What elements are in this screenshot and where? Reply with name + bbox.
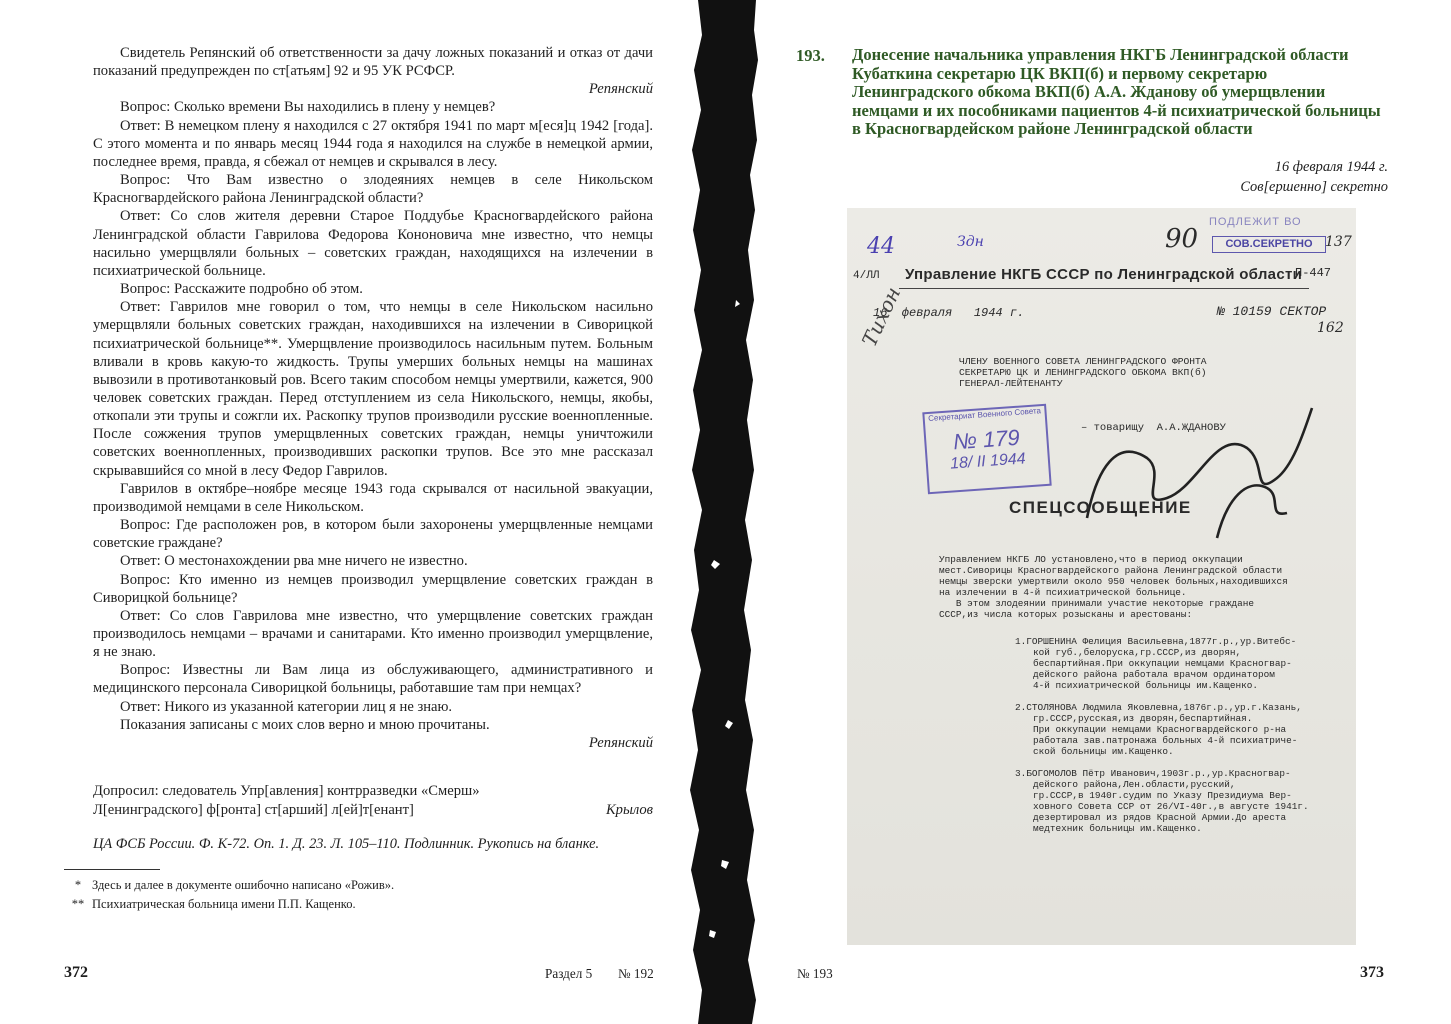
- scan-person-line: беспартийная.При оккупации немцами Красногвар-: [1033, 658, 1292, 669]
- scan-person-line: дейского района работала врачом ординатором: [1033, 669, 1275, 680]
- scan-header-rule: [899, 288, 1309, 289]
- scan-copy-number: 137: [1325, 234, 1352, 250]
- paragraph: Вопрос: Что Вам известно о злодеяниях немцев в селе Никольском Красногвардейского района Ленинградской области?: [93, 172, 653, 207]
- paragraph: Ответ: Гаврилов мне говорил о том, что немцы в селе Никольском насильно умерщвляли больных советских граждан, находившихся на излечении в Сиворицкой психиатрической больнице**. Умерщвление производилось насильным путем. Больным вливали в кровь какую-то жидкость. Трупы умерших больных немцы на машинах вывозили в противотанковый ров. Всего таким способом немцы умертвили, кажется, 900 человек советских граждан. Перед отступлением из села Никольского, немцы, якобы, откопали эти трупы и сожгли их. Раскопку трупов производили русские военнопленные. После сожжения трупов умерщвленных советских граждан, немцы уничтожили советских военнопленных, производивших раскопки трупов. Все это мне рассказал скрывавшийся со мной в лесу Федор Гаврилов.: [93, 299, 653, 479]
- scan-ref-right: П-447: [1295, 266, 1332, 280]
- archival-document-scan: [847, 208, 1356, 945]
- footnote: [64, 876, 664, 895]
- scan-addressee-line: СЕКРЕТАРЮ ЦК И ЛЕНИНГРАДСКОГО ОБКОМА ВКП(б): [959, 367, 1207, 378]
- paragraph: Ответ: Со слов Гаврилова мне известно, что умерщвление советских граждан производилось немцами – врачами и санитарами. Кто именно производил умерщвление, я не знаю.: [93, 607, 653, 661]
- interrogator-line-2: Л[енинградского] ф[ронта] ст[арший] л[ей]т[енант]: [93, 801, 414, 818]
- document-title: Донесение начальника управления НКГБ Ленинградской области Кубаткина секретарю ЦК ВКП(б) и первому секретарю Ленинградского обкома ВКП(б) А.А. Жданову об умерщвлении немцами и их пособниками пациентов 4-й психиатрической больницы в Красногвардейском районе Ленинградской области: [852, 45, 1381, 139]
- scan-handwritten-162: 162: [1317, 320, 1344, 336]
- scan-person-line: 3.БОГОМОЛОВ Пётр Иванович,1903г.р.,ур.Красногвар-: [1015, 768, 1291, 779]
- scan-stamp-podl: ПОДЛЕЖИТ ВО: [1209, 216, 1302, 228]
- scan-stamp-label: Секретариат Военного Совета: [927, 406, 1042, 424]
- scan-person-line: кой губ.,белоруска,гр.СССР,из дворян,: [1033, 647, 1242, 658]
- paragraph: Вопрос: Известны ли Вам лица из обслуживающего, административного и медицинского персонала Сиворицкой больницы, работавшие там при немцах?: [93, 662, 653, 697]
- scan-body-line: на излечении в 4-й психиатрической больнице.: [939, 587, 1187, 598]
- scan-addressee-line: ГЕНЕРАЛ-ЛЕЙТЕНАНТУ: [959, 378, 1063, 389]
- scan-person-line: ховного Совета ССР от 26/VI-40г.,в августе 1941г.: [1033, 801, 1309, 812]
- scan-date: 16 февраля 1944 г.: [873, 306, 1025, 320]
- scan-person-line: 2.СТОЛЯНОВА Людмила Яковлевна,1876г.р.,ур.г.Казань,: [1015, 702, 1302, 713]
- scan-person-line: 4-й психиатрической больницы им.Кащенко.: [1033, 680, 1259, 691]
- paragraph: Вопрос: Где расположен ров, в котором были захоронены умерщвленные немцами советские граждане?: [93, 517, 653, 552]
- paragraph: Вопрос: Сколько времени Вы находились в плену у немцев?: [120, 99, 496, 116]
- scan-stamp-number: № 179: [952, 424, 1021, 455]
- document-number: 193.: [796, 46, 825, 65]
- document-date: 16 февраля 1944 г.: [1274, 159, 1388, 175]
- interrogator-block: [93, 782, 653, 819]
- paragraph: Ответ: В немецком плену я находился с 27 октября 1941 по март м[еся]ц 1942 [года]. С этого момента и по январь месяц 1944 года я находился на службе в немецкой армии, последнее время, правда, я сбежал от немцев и скрывался в лесу.: [93, 117, 653, 170]
- scan-registration-number: № 10159 СЕКТОР: [1217, 304, 1327, 319]
- paragraph: Ответ: Никого из указанной категории лиц я не знаю.: [120, 698, 453, 715]
- scan-person-line: При оккупации немцами Красногвардейского р-на: [1033, 724, 1287, 735]
- scan-header: Управление НКГБ СССР по Ленинградской области: [905, 266, 1303, 283]
- scan-body-line: мест.Сиворицы Красногвардейского района Ленинградской области: [939, 565, 1283, 576]
- paragraph: Ответ: О местонахождении рва мне ничего не известно.: [120, 553, 468, 570]
- scan-person-line: дезертировал из рядов Красной Армии.До ареста: [1033, 812, 1287, 823]
- book-spine-strip: [684, 0, 766, 1024]
- footnotes: [64, 876, 664, 914]
- scan-handwritten-90: 90: [1165, 224, 1199, 254]
- running-head-section: Раздел 5: [545, 966, 593, 981]
- paragraph: Показания записаны с моих слов верно и мною прочитаны.: [120, 716, 490, 733]
- scan-handwritten-note: Здн: [957, 234, 984, 250]
- page-number-left: 372: [64, 964, 88, 981]
- scan-heading: СПЕЦСООБЩЕНИЕ: [1009, 498, 1192, 517]
- document-classification: Сов[ершенно] секретно: [1240, 179, 1388, 195]
- scan-person-line: работала зав.патронажа больных 4-й психиатриче-: [1033, 735, 1298, 746]
- scan-person-line: 1.ГОРШЕНИНА Фелиция Васильевна,1877г.р.,ур.Витебс-: [1015, 636, 1297, 647]
- footnote-rule: [64, 869, 160, 870]
- scan-person-line: ской больницы им.Кащенко.: [1033, 746, 1174, 757]
- scan-signature: [1077, 378, 1317, 548]
- footnote-mark: *: [74, 878, 82, 892]
- left-page: [0, 0, 700, 1024]
- signature: Репянский: [588, 734, 653, 751]
- scan-person-line: гр.СССР,в 1940г.судим по Указу Президиума Вер-: [1033, 790, 1292, 801]
- scan-body-line: Управлением НКГБ ЛО установлено,что в период оккупации: [939, 554, 1243, 565]
- scan-body-line: СССР,из числа которых розысканы и арестованы:: [939, 609, 1193, 620]
- scan-registration-stamp: [922, 404, 1051, 494]
- interrogator-line-1: Допросил: следователь Упр[авления] контрразведки «Смерш»: [93, 783, 480, 799]
- scan-body-line: В этом злодеянии принимали участие некоторые граждане: [939, 598, 1255, 609]
- paragraph: Вопрос: Расскажите подробно об этом.: [120, 281, 363, 298]
- scan-addressee-line: ЧЛЕНУ ВОЕННОГО СОВЕТА ЛЕНИНГРАДСКОГО ФРОНТА: [959, 356, 1207, 367]
- scan-person-line: гр.СССР,русская,из дворян,беспартийная.: [1033, 713, 1253, 724]
- archive-source: ЦА ФСБ России. Ф. К-72. Оп. 1. Д. 23. Л. 105–110. Подлинник. Рукопись на бланке.: [93, 836, 600, 852]
- running-head-doc-number: № 192: [618, 966, 654, 981]
- scan-stamp-date: 18/ II 1944: [949, 450, 1027, 473]
- scan-body-line: немцы зверски умертвили около 950 человек больных,находившихся: [939, 576, 1288, 587]
- document-dateline: [1240, 157, 1388, 197]
- scan-person-line: медтехник больницы им.Кащенко.: [1033, 823, 1202, 834]
- page-number-right: 373: [1360, 964, 1384, 981]
- footnote-mark: **: [71, 897, 85, 911]
- scan-person-line: дейского района,Лен.области,русский,: [1033, 779, 1236, 790]
- paragraph: Свидетель Репянский об ответственности за дачу ложных показаний и отказ от дачи показаний предупрежден по ст[атьям] 92 и 95 УК РСФСР.: [93, 45, 653, 80]
- interrogation-text: [93, 44, 653, 752]
- interrogator-signature: Крылов: [605, 801, 653, 818]
- signature: Репянский: [588, 81, 653, 98]
- footnote-text: Здесь и далее в документе ошибочно написано «Рожив».: [92, 878, 395, 892]
- scan-secret-stamp: СОВ.СЕКРЕТНО: [1212, 236, 1326, 253]
- scan-handwritten-margin: Тихон: [857, 283, 906, 351]
- scan-addressee-name: – товарищу А.А.ЖДАНОВУ: [1081, 422, 1226, 434]
- footnote-text: Психиатрическая больница имени П.П. Кащенко.: [92, 897, 356, 911]
- scan-handwritten-44: 44: [867, 234, 895, 259]
- paragraph: Ответ: Со слов жителя деревни Старое Поддубье Красногвардейского района Ленинградской области Гаврилова Федорова Кононовича мне известно, что немцы насильно умерщвляли больных – советских граждан, находящихся на излечении в психиатрической больнице.: [93, 208, 653, 279]
- footnote: [64, 895, 664, 914]
- scan-ref-left: 4/ЛЛ: [853, 270, 880, 282]
- running-head-doc-number-right: № 193: [797, 966, 833, 981]
- paragraph: Вопрос: Кто именно из немцев производил умерщвление советских граждан в Сиворицкой больнице?: [93, 571, 653, 606]
- paragraph: Гаврилов в октябре–ноябре месяце 1943 года скрывался от насильной эвакуации, производимой немцами в селе Никольском.: [93, 480, 653, 515]
